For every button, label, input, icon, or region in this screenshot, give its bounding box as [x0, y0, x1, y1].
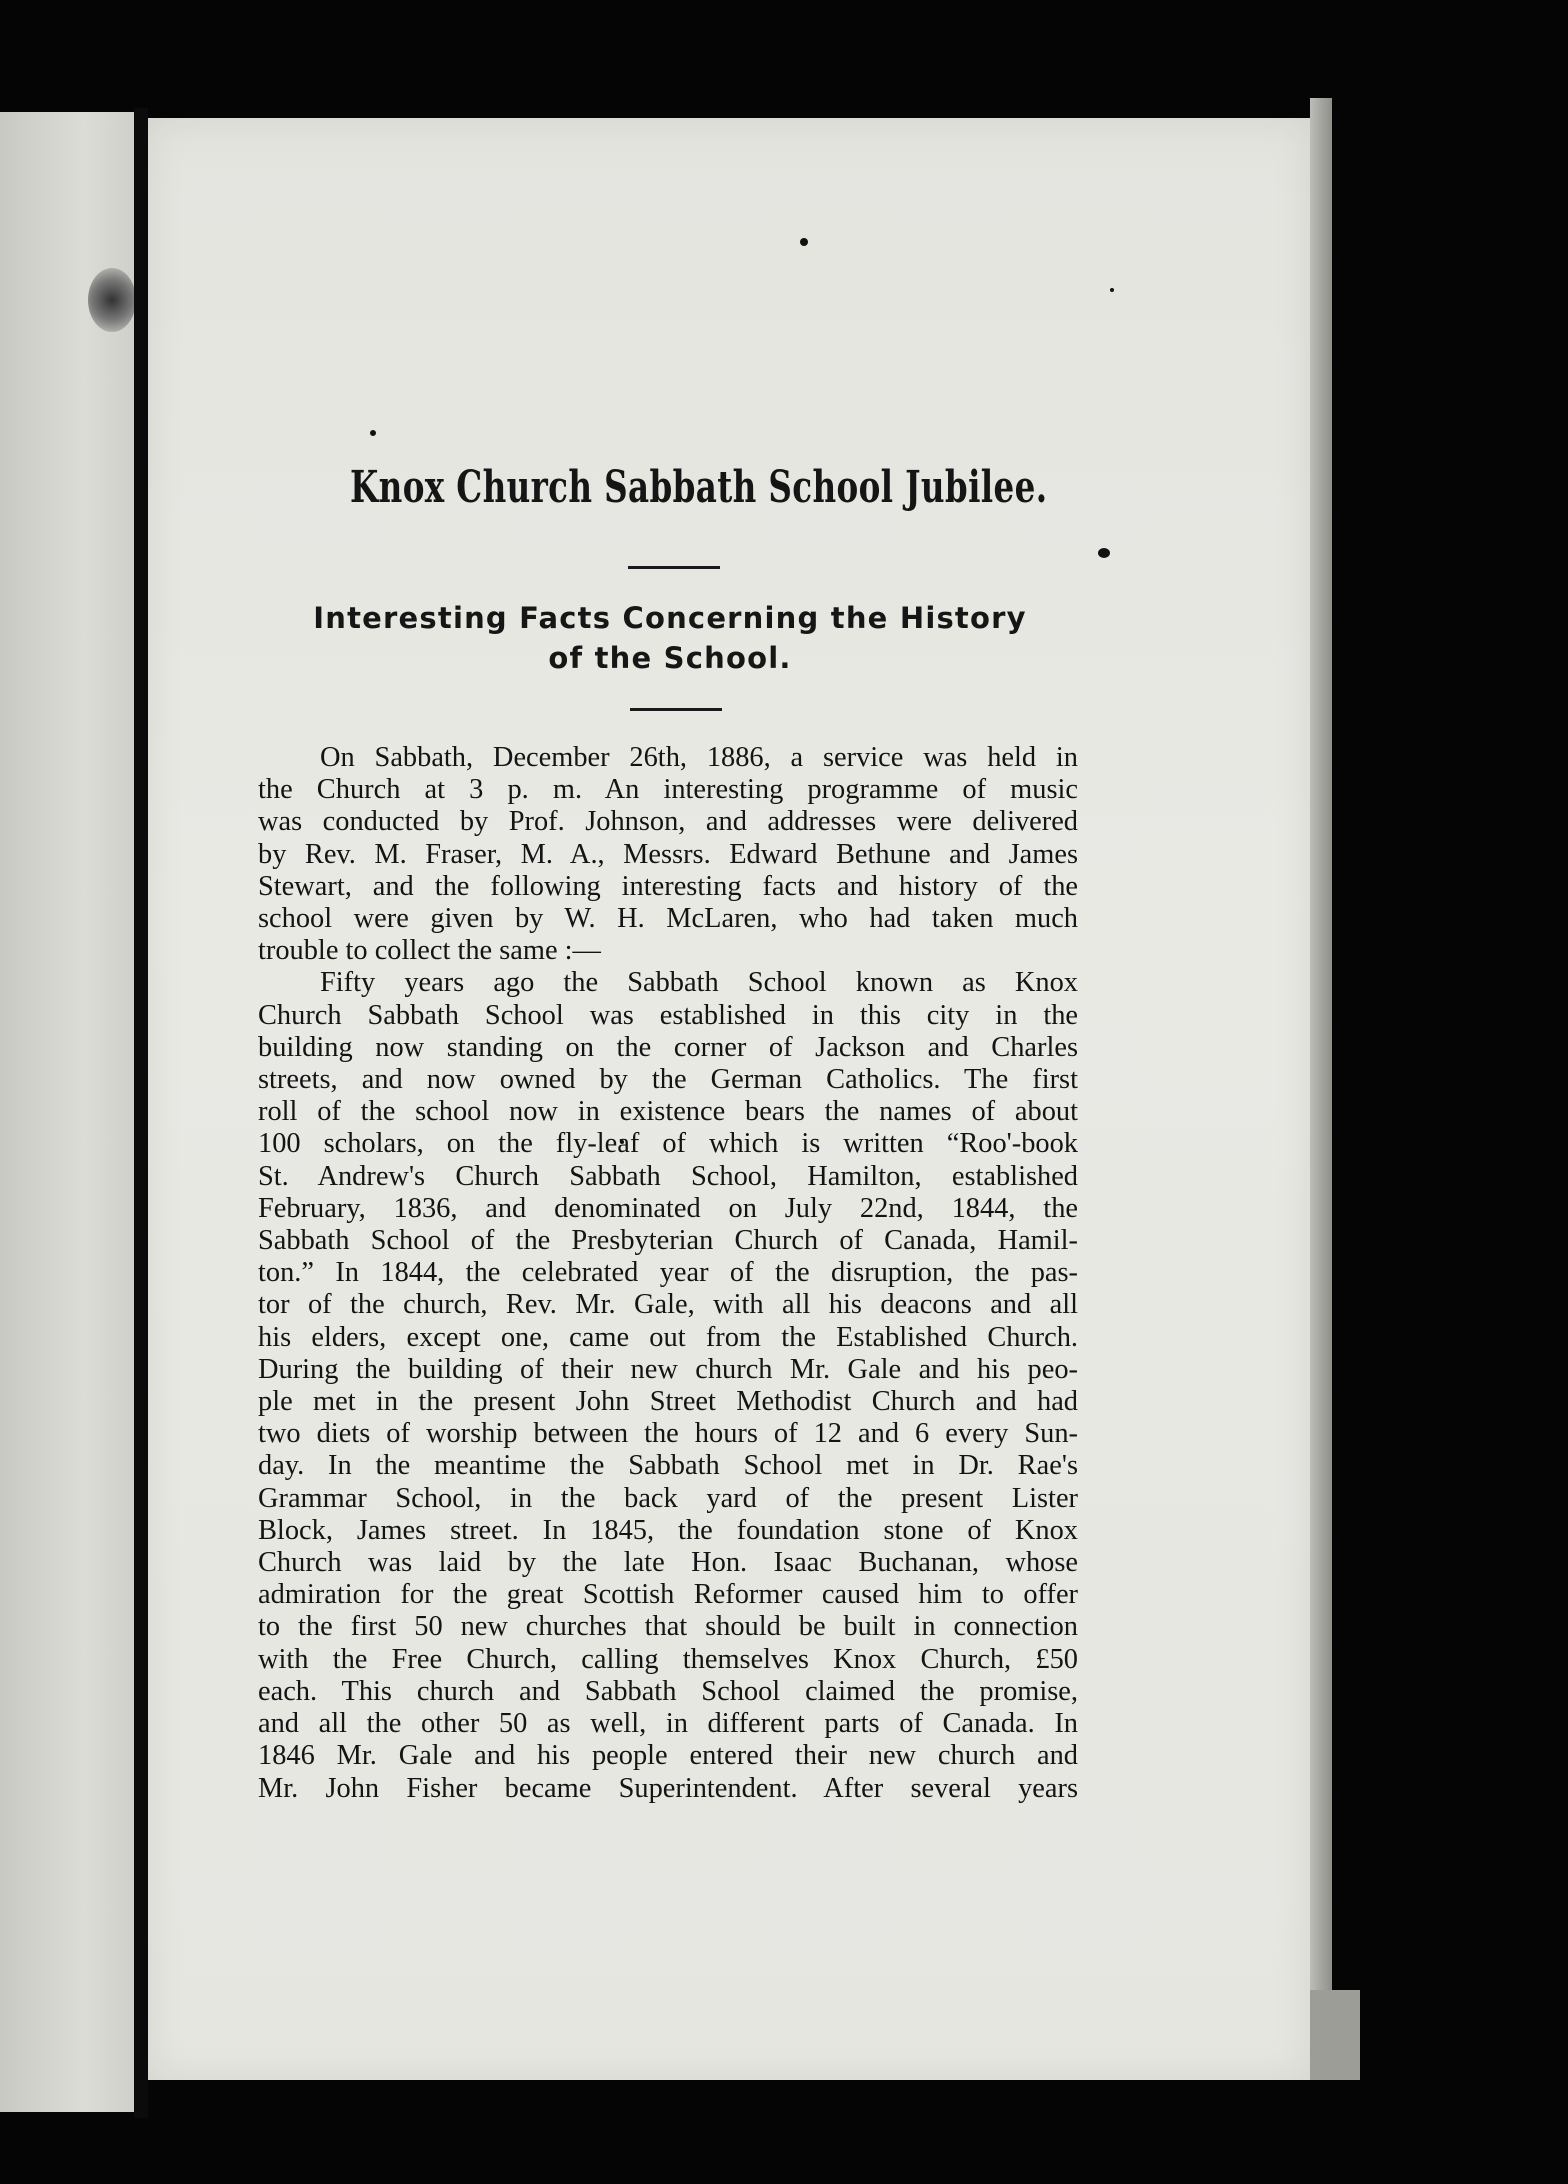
text-line: Mr. John Fisher became Superintendent. After several years: [258, 1772, 1078, 1804]
text-line: admiration for the great Scottish Reformer caused him to offer: [258, 1579, 1078, 1611]
text-line: tor of the church, Rev. Mr. Gale, with all his deacons and all: [258, 1289, 1078, 1321]
text-line: each. This church and Sabbath School claimed the promise,: [258, 1675, 1078, 1707]
text-line: day. In the meantime the Sabbath School met in Dr. Rae's: [258, 1450, 1078, 1482]
text-line: Church was laid by the late Hon. Isaac Buchanan, whose: [258, 1547, 1078, 1579]
document-subtitle: [250, 598, 1090, 678]
text-line: to the first 50 new churches that should be built in connection: [258, 1611, 1078, 1643]
text-line: building now standing on the corner of Jackson and Charles: [258, 1031, 1078, 1063]
ink-speck: [370, 430, 376, 436]
text-line: and all the other 50 as well, in different parts of Canada. In: [258, 1708, 1078, 1740]
subtitle-line-2: of the School.: [548, 641, 792, 675]
paragraph-1: [258, 742, 1078, 967]
text-line: St. Andrew's Church Sabbath School, Hamilton, established: [258, 1160, 1078, 1192]
document-body: [258, 742, 1078, 1805]
text-line: On Sabbath, December 26th, 1886, a service was held in: [320, 742, 1078, 773]
text-line: two diets of worship between the hours of 12 and 6 every Sun-: [258, 1418, 1078, 1450]
text-line: During the building of their new church Mr. Gale and his peo-: [258, 1353, 1078, 1385]
page-gutter: [134, 108, 148, 2118]
text-line: 1846 Mr. Gale and his people entered their new church and: [258, 1740, 1078, 1772]
page-stack-edge: [1310, 98, 1332, 2018]
title-divider: [628, 566, 720, 569]
text-line: Fifty years ago the Sabbath School known as Knox: [320, 967, 1078, 999]
text-line: ple met in the present John Street Methodist Church and had: [258, 1386, 1078, 1418]
text-line: Sabbath School of the Presbyterian Church of Canada, Hamil-: [258, 1225, 1078, 1257]
text-line: ton.” In 1844, the celebrated year of the disruption, the pas-: [258, 1257, 1078, 1289]
text-line: February, 1836, and denominated on July 22nd, 1844, the: [258, 1192, 1078, 1224]
document-title: Knox Church Sabbath School Jubilee.: [350, 462, 1048, 513]
text-line: was conducted by Prof. Johnson, and addresses were delivered: [258, 806, 1078, 838]
paragraph-2: [258, 967, 1078, 1804]
text-line: Grammar School, in the back yard of the present Lister: [258, 1482, 1078, 1514]
text-line: 100 scholars, on the fly-leaf of which is written “Roo'-book: [258, 1128, 1078, 1160]
text-line: with the Free Church, calling themselves Knox Church, £50: [258, 1643, 1078, 1675]
ink-speck: [1110, 288, 1114, 292]
text-line: trouble to collect the same :—: [258, 935, 601, 967]
text-line: the Church at 3 p. m. An interesting programme of music: [258, 774, 1078, 806]
text-line: his elders, except one, came out from the Established Church.: [258, 1321, 1078, 1353]
facing-page-edge: [0, 112, 138, 2112]
text-line: streets, and now owned by the German Catholics. The first: [258, 1064, 1078, 1096]
text-line: Stewart, and the following interesting facts and history of the: [258, 870, 1078, 902]
text-line: school were given by W. H. McLaren, who had taken much: [258, 903, 1078, 935]
text-line: roll of the school now in existence bears the names of about: [258, 1096, 1078, 1128]
text-line: Block, James street. In 1845, the foundation stone of Knox: [258, 1514, 1078, 1546]
subtitle-divider: [630, 708, 722, 711]
ink-smudge: [88, 268, 136, 332]
text-line: Church Sabbath School was established in this city in the: [258, 999, 1078, 1031]
ink-speck: [800, 238, 808, 246]
ink-speck: [1098, 548, 1110, 558]
text-line: by Rev. M. Fraser, M. A., Messrs. Edward Bethune and James: [258, 838, 1078, 870]
subtitle-line-1: Interesting Facts Concerning the History: [313, 601, 1027, 635]
